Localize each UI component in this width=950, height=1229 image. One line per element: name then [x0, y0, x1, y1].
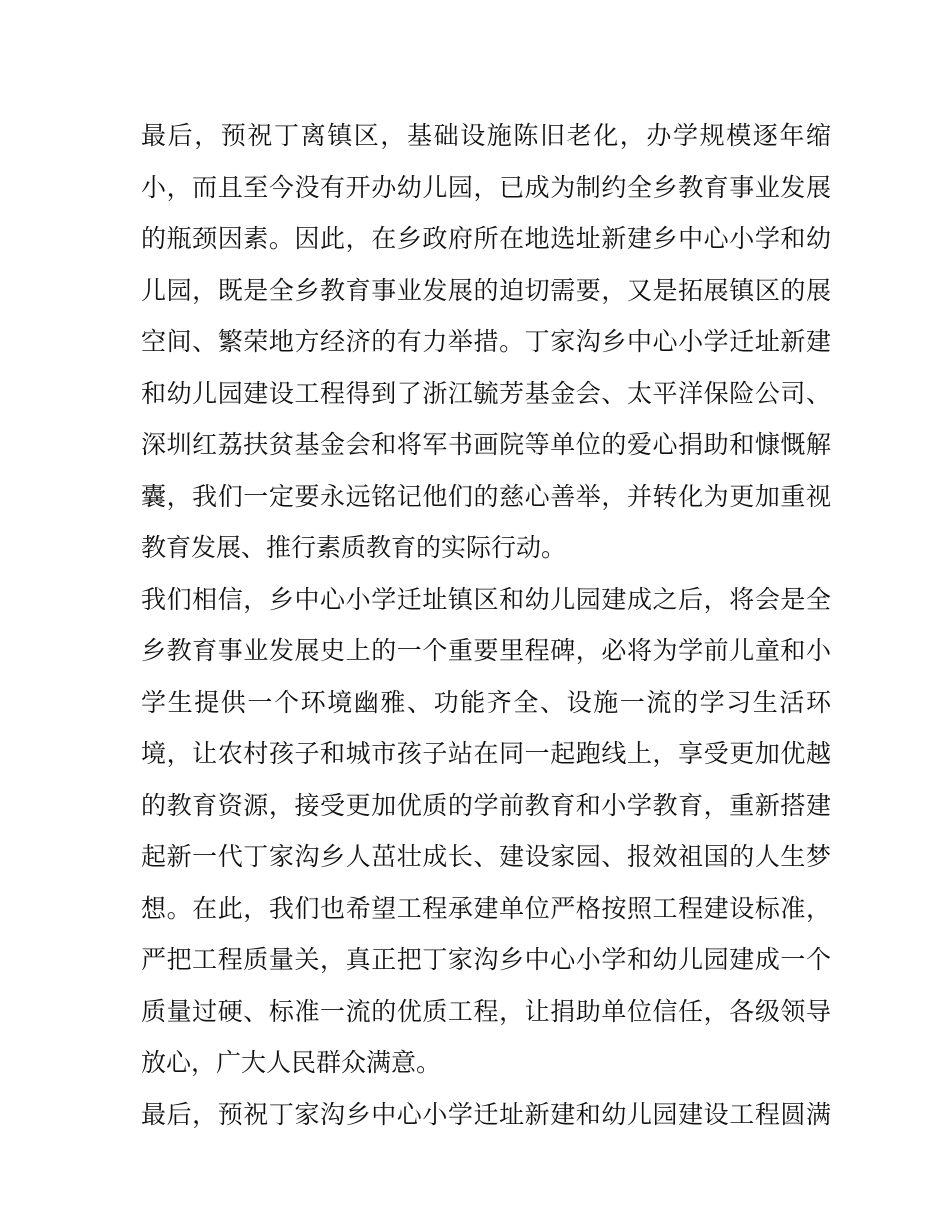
text-line: 想。在此，我们也希望工程承建单位严格按照工程建设标准，: [141, 893, 831, 923]
body-text: [141, 110, 831, 1140]
text-line: 质量过硬、标准一流的优质工程，让捐助单位信任，各级领导: [141, 996, 831, 1026]
text-line: 深圳红荔扶贫基金会和将军书画院等单位的爱心捐助和慷慨解: [141, 430, 831, 459]
text-line: 境，让农村孩子和城市孩子站在同一起跑线上，享受更加优越: [141, 739, 831, 768]
text-line: 的教育资源，接受更加优质的学前教育和小学教育，重新搭建: [141, 790, 831, 820]
text-line: 的瓶颈因素。因此，在乡政府所在地选址新建乡中心小学和幼: [141, 224, 831, 253]
text-line: 囊，我们一定要永远铭记他们的慈心善举，并转化为更加重视: [141, 481, 831, 511]
text-line: 最后，预祝丁离镇区，基础设施陈旧老化，办学规模逐年缩: [141, 121, 831, 150]
paragraph-3: [141, 1089, 831, 1141]
text-line: 空间、繁荣地方经济的有力举措。丁家沟乡中心小学迁址新建: [141, 327, 831, 356]
text-line: 起新一代丁家沟乡人茁壮成长、建设家园、报效祖国的人生梦: [141, 842, 831, 871]
paragraph-2: [141, 574, 831, 1089]
text-line: 放心，广大人民群众满意。: [141, 1048, 442, 1077]
text-line: 乡教育事业发展史上的一个重要里程碑，必将为学前儿童和小: [141, 636, 831, 665]
text-line: 教育发展、推行素质教育的实际行动。: [141, 533, 567, 562]
text-line: 我们相信，乡中心小学迁址镇区和幼儿园建成之后，将会是全: [141, 584, 831, 614]
text-line: 小，而且至今没有开办幼儿园，已成为制约全乡教育事业发展: [141, 172, 831, 202]
paragraph-1: [141, 110, 831, 574]
text-line: 儿园，既是全乡教育事业发展的迫切需要，又是拓展镇区的展: [141, 275, 831, 305]
text-line: 严把工程质量关，真正把丁家沟乡中心小学和幼儿园建成一个: [141, 945, 831, 974]
text-line: 和幼儿园建设工程得到了浙江毓芳基金会、太平洋保险公司、: [141, 378, 831, 408]
text-line: 学生提供一个环境幽雅、功能齐全、设施一流的学习生活环: [141, 687, 831, 717]
text-line: 最后，预祝丁家沟乡中心小学迁址新建和幼儿园建设工程圆满: [141, 1099, 831, 1129]
